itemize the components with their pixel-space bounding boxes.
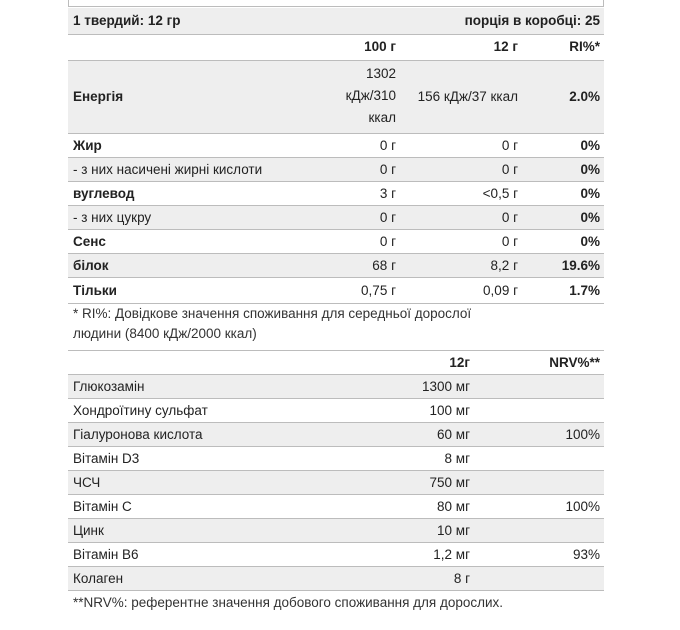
table-row bbox=[68, 567, 604, 590]
ingredient-amount: 10 мг bbox=[437, 523, 470, 538]
nutrient-per-100g: 0 г bbox=[379, 138, 396, 153]
ingredient-label: Вітамін D3 bbox=[73, 451, 140, 466]
servings-per-box: порція в коробці: 25 bbox=[464, 13, 600, 28]
ingredient-amount: 8 мг bbox=[444, 451, 470, 466]
table-row bbox=[68, 230, 604, 253]
col-12g-header: 12 г bbox=[493, 39, 518, 54]
nutrient-per-12g: <0,5 г bbox=[482, 186, 518, 201]
col-100g-header: 100 г bbox=[364, 39, 396, 54]
nutrient-per-100g: 3 г bbox=[379, 186, 396, 201]
energy-row bbox=[68, 61, 604, 133]
nutrient-per-12g: 0 г bbox=[501, 162, 518, 177]
table-row bbox=[68, 158, 604, 181]
ingredient-amount: 750 мг bbox=[429, 475, 470, 490]
table-row bbox=[68, 278, 604, 303]
nutrient-label: - з них цукру bbox=[73, 210, 152, 225]
nutrient-per-100g: 0,75 г bbox=[361, 283, 396, 298]
nutrient-label: Жир bbox=[73, 138, 102, 153]
nutrient-per-12g: 8,2 г bbox=[490, 258, 518, 273]
nrv-footnote: **NRV%: референтне значення добового споживання для дорослих. bbox=[73, 595, 504, 610]
nutrient-ri: 0% bbox=[580, 234, 600, 249]
nutrient-per-100g: 0 г bbox=[379, 234, 396, 249]
nutrient-label: - з них насичені жирні кислоти bbox=[73, 162, 263, 177]
nutrient-label: вуглевод bbox=[73, 186, 135, 201]
nutrient-per-12g: 0 г bbox=[501, 138, 518, 153]
ingredient-amount: 100 мг bbox=[429, 403, 470, 418]
table-row bbox=[68, 399, 604, 422]
table-row bbox=[68, 471, 604, 494]
energy-100g-line2: кДж/310 bbox=[345, 88, 396, 103]
ri-footnote-line2: людини (8400 кДж/2000 ккал) bbox=[73, 326, 257, 341]
nutrient-label: Тільки bbox=[73, 283, 117, 298]
nutrient-ri: 0% bbox=[580, 210, 600, 225]
nutrient-ri: 19.6% bbox=[561, 258, 600, 273]
table2-column-headers bbox=[68, 351, 604, 374]
energy-label: Енергія bbox=[73, 89, 124, 104]
nutrient-per-100g: 0 г bbox=[379, 210, 396, 225]
divider bbox=[68, 590, 604, 591]
nutrient-ri: 0% bbox=[580, 186, 600, 201]
energy-per-12g: 156 кДж/37 ккал bbox=[417, 89, 518, 104]
ingredient-amount: 1,2 мг bbox=[433, 547, 470, 562]
ingredient-label: Цинк bbox=[73, 523, 104, 538]
col-nrv-header: NRV%** bbox=[549, 355, 600, 370]
table-row bbox=[68, 182, 604, 205]
table-row bbox=[68, 447, 604, 470]
table-row bbox=[68, 206, 604, 229]
col-ri-header: RI%* bbox=[569, 39, 600, 54]
table-row bbox=[68, 134, 604, 157]
ri-footnote-line1: * RI%: Довідкове значення споживання для середньої дорослої bbox=[73, 306, 472, 321]
top-border bbox=[68, 0, 604, 7]
energy-ri: 2.0% bbox=[569, 89, 600, 104]
table-row bbox=[68, 495, 604, 518]
table1-column-headers bbox=[68, 35, 604, 60]
ingredient-label: Гіалуронова кислота bbox=[73, 427, 203, 442]
nutrient-per-100g: 68 г bbox=[372, 258, 396, 273]
ri-footnote bbox=[73, 304, 471, 344]
table-row bbox=[68, 423, 604, 446]
serving-size: 1 твердий: 12 гр bbox=[73, 13, 181, 28]
ingredient-nrv: 100% bbox=[565, 427, 600, 442]
table-row bbox=[68, 519, 604, 542]
nutrient-label: Сенс bbox=[73, 234, 106, 249]
ingredient-nrv: 93% bbox=[572, 547, 600, 562]
ingredient-label: Глюкозамін bbox=[73, 379, 145, 394]
energy-100g-line3: ккал bbox=[368, 110, 396, 125]
ingredient-label: Колаген bbox=[73, 571, 124, 586]
table-row bbox=[68, 375, 604, 398]
table-row bbox=[68, 254, 604, 277]
ingredient-label: Вітамін В6 bbox=[73, 547, 139, 562]
ingredient-amount: 60 мг bbox=[437, 427, 470, 442]
ingredient-amount: 80 мг bbox=[437, 499, 470, 514]
nutrient-ri: 1.7% bbox=[569, 283, 600, 298]
ingredient-nrv: 100% bbox=[565, 499, 600, 514]
energy-per-100g bbox=[314, 63, 396, 129]
col-12g-header: 12г bbox=[449, 355, 470, 370]
table-row bbox=[68, 543, 604, 566]
energy-100g-line1: 1302 bbox=[365, 66, 396, 81]
serving-header-row bbox=[68, 8, 604, 34]
nutrient-per-100g: 0 г bbox=[379, 162, 396, 177]
ingredient-label: ЧСЧ bbox=[73, 475, 101, 490]
nutrient-ri: 0% bbox=[580, 138, 600, 153]
ingredient-label: Хондроїтину сульфат bbox=[73, 403, 208, 418]
ingredient-amount: 8 г bbox=[453, 571, 470, 586]
nutrient-per-12g: 0 г bbox=[501, 234, 518, 249]
ingredient-amount: 1300 мг bbox=[422, 379, 470, 394]
ingredient-label: Вітамін С bbox=[73, 499, 132, 514]
nutrient-per-12g: 0,09 г bbox=[483, 283, 518, 298]
nutrient-label: білок bbox=[73, 258, 109, 273]
nutrient-per-12g: 0 г bbox=[501, 210, 518, 225]
nutrient-ri: 0% bbox=[580, 162, 600, 177]
